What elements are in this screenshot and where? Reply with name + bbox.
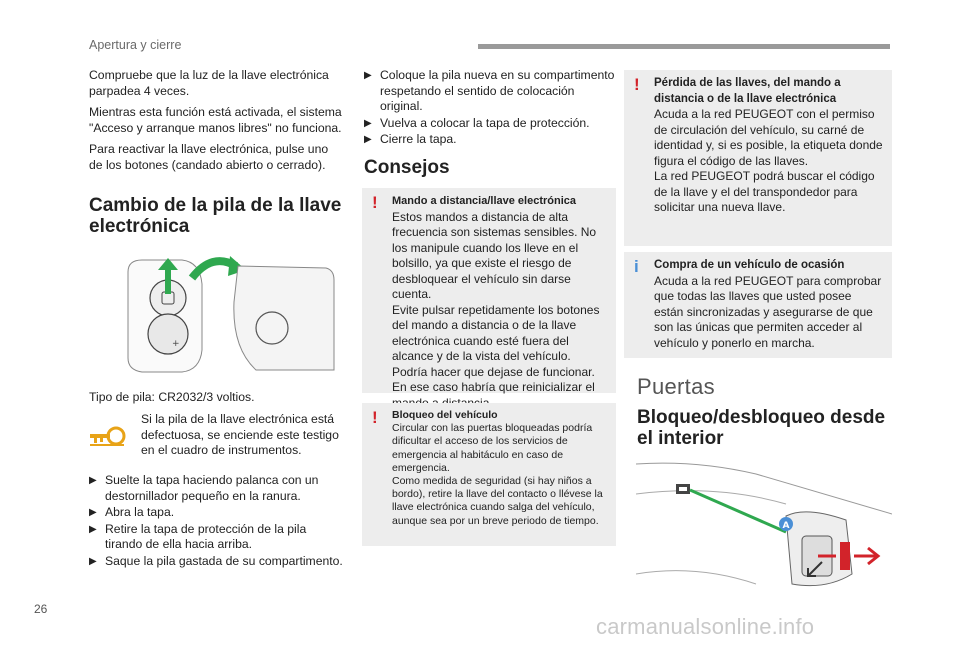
column-left <box>89 68 344 237</box>
list-item: ▶ Suelte la tapa haciendo palanca con un destornillador pequeño en la ranura. <box>89 473 319 503</box>
battery-warning-text: Si la pila de la llave electrónica está defectuosa, se enciende este testigo en el cuadro de instrumentos. <box>141 412 339 457</box>
advice-box-text: Estos mandos a distancia de alta frecuencia son sistemas sensibles. No los manipule cuando los lleve en el bolsillo, ya que existe el riesgo de desbloquear el vehículo sin darse cuenta. <box>392 209 597 301</box>
key-fob-battery-figure <box>120 250 342 380</box>
advice-box-text: Evite pulsar repetidamente los botones del mando a distancia o de la llave electrónica cuando esté fuera del alcance y de la vista del vehículo. Podría hacer que dejase de funcionar. En ese caso habría que reinicializar el <box>392 302 600 394</box>
advice-box-title: Pérdida de las llaves, del mando a distancia o de la llave electrónica <box>654 77 841 105</box>
heading-consejos: Consejos <box>364 157 450 178</box>
triangle-bullet-icon: ▶ <box>89 475 97 486</box>
svg-text:+: + <box>172 339 180 349</box>
page-number: 26 <box>34 602 48 616</box>
advice-box-title: Mando a distancia/llave electrónica <box>392 195 577 207</box>
advice-box-text: Circular con las puertas bloqueadas podría dificultar el acceso de los servicios de emergencia al habitáculo en caso de emergencia. <box>392 422 593 474</box>
advice-box-lost-keys <box>624 70 892 246</box>
list-item: ▶ Vuelva a colocar la tapa de protección. <box>364 115 590 130</box>
heading-interior-lock: Bloqueo/desbloqueo desde el interior <box>637 407 886 449</box>
exclamation-icon: ! <box>372 193 378 212</box>
header-divider-bar <box>478 44 890 49</box>
paragraph-led-check: Compruebe que la luz de la llave electrónica parpadea 4 veces. <box>89 68 329 98</box>
advice-box-title: Bloqueo del vehículo <box>392 409 498 421</box>
battery-type-text: Tipo de pila: CR2032/3 voltios. <box>89 390 255 404</box>
list-item: ▶ Coloque la pila nueva en su compartimento respetando el sentido de colocación original. <box>364 68 615 113</box>
column-middle <box>364 68 616 149</box>
advice-box-text: La red PEUGEOT podrá buscar el código de la llave y el del transpondedor para solicitar una nueva llave. <box>654 169 875 214</box>
watermark-text: carmanualsonline.info <box>596 614 815 639</box>
info-box-title: Compra de un vehículo de ocasión <box>654 259 845 271</box>
paragraph-function-active: Mientras esta función está activada, el sistema "Acceso y arranque manos libres" no funciona. <box>89 105 342 135</box>
door-lock-figure <box>636 454 892 602</box>
figure-label-a: A <box>782 521 790 531</box>
triangle-bullet-icon: ▶ <box>364 117 372 129</box>
info-box-text: Acuda a la red PEUGEOT para comprobar que todas las llaves que usted posee están sincronizadas y asegurarse de que son las únicas que permiten acceder al vehículo y ponerlo en marcha. <box>654 273 882 350</box>
section-header-title: Apertura y cierre <box>89 38 182 52</box>
paragraph-reactivate: Para reactivar la llave electrónica, pulse uno de los botones (candado abierto o cerrado). <box>89 142 329 172</box>
battery-section <box>89 390 344 412</box>
triangle-bullet-icon: ▶ <box>89 523 97 535</box>
advice-box-text: Acuda a la red PEUGEOT con el permiso de circulación del vehículo, su carné de identidad y, si es posible, la etiqueta donde figura el código de las llaves. <box>654 107 883 168</box>
section-title-puertas: Puertas <box>637 374 715 399</box>
list-item: ▶ Cierre la tapa. <box>364 132 457 146</box>
advice-box-locking <box>362 403 616 546</box>
heading-battery-change: Cambio de la pila de la llave electrónica <box>89 195 342 237</box>
info-icon: i <box>634 257 639 276</box>
exclamation-icon: ! <box>372 408 378 427</box>
list-item: ▶ Saque la pila gastada de su compartimento. <box>89 553 343 568</box>
triangle-bullet-icon: ▶ <box>364 134 372 145</box>
exclamation-icon: ! <box>634 75 640 94</box>
battery-steps-list <box>89 473 344 570</box>
battery-warning-text-block <box>141 412 341 465</box>
triangle-bullet-icon: ▶ <box>364 70 372 81</box>
list-item: ▶ Abra la tapa. <box>89 505 175 519</box>
list-item: ▶ Retire la tapa de protección de la pila tirando de ella hacia arriba. <box>89 521 307 551</box>
advice-box-text: Como medida de seguridad (si hay niños a bordo), retire la llave del contacto o llévese la llave electrónica cuando salga del vehículo, aunque sea por un breve periodo de tiempo. <box>392 475 603 527</box>
triangle-bullet-icon: ▶ <box>89 507 97 518</box>
key-warning-lamp-icon <box>86 424 128 448</box>
advice-box-remote <box>362 188 616 393</box>
triangle-bullet-icon: ▶ <box>89 555 97 567</box>
info-box-used-vehicle <box>624 252 892 358</box>
